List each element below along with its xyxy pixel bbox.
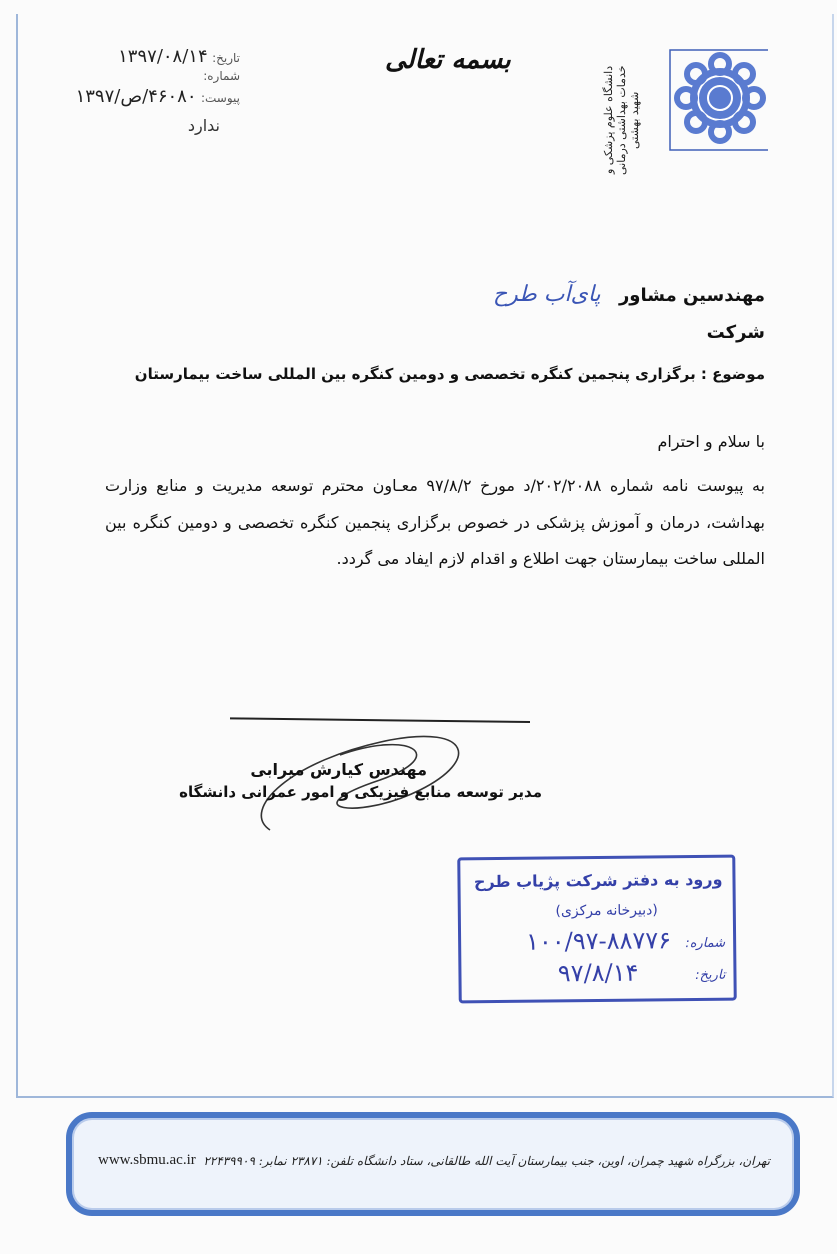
date-value: ۱۳۹۷/۰۸/۱۴ [118,46,208,67]
recipient-handwritten-name: پای‌آب طرح [492,282,601,307]
attachment-value: ندارد [187,116,220,135]
stamp-line2: (دبیرخانه مرکزی) [555,902,658,920]
stamp-number-label: شماره: [685,935,726,952]
receipt-stamp [457,855,737,1004]
attachment-row [76,86,240,107]
university-logo [602,46,768,186]
number-row [203,68,240,84]
university-name: دانشگاه علوم پزشکی و خدمات بهداشتی درمانی شهید بهشتی [602,65,641,175]
letterhead-footer [66,1112,800,1216]
letter-body: به پیوست نامه شماره ۲۰۲/۲۰۸۸/د مورخ ۹۷/۸/۲ معـاون محترم توسعه مدیریت و منابع وزارت بهداشت، درمان و آموزش پزشکی در خصوص برگزاری پنجمین کنگره تخصصی و دومین کنگره بین المللی ساخت بیمارستان جهت اطلاع و اقدام لازم ایفاد می گردد. [105,476,765,568]
date-label: تاریخ: [212,51,240,65]
recipient-company: شرکت [706,322,765,343]
basmala: بسمه تعالی [385,45,511,75]
greeting: با سلام و احترام [657,432,765,451]
recipient-title: مهندسین مشاور [618,285,765,306]
subject-line: موضوع : برگزاری پنجمین کنگره تخصصی و دومین کنگره بین المللی ساخت بیمارستان [134,365,765,383]
stamp-date-label: تاریخ: [695,967,726,983]
stamp-line1: ورود به دفتر شرکت پژیاب طرح [473,869,723,892]
number-label: شماره: [203,69,240,83]
stamp-number-value: ۱۰۰/۹۷-۸۸۷۷۶ [525,926,672,956]
footer-website: www.sbmu.ac.ir [98,1152,196,1168]
attachment-label: پیوست: [200,91,240,105]
recipient-line [493,282,765,307]
footer-address: تهران، بزرگراه شهید چمران، اوین، جنب بیمارستان آیت الله طالقانی، ستاد دانشگاه تلفن: ۲۳۸۷۱ نمابر: ۲۲۴۳۹۹۰۹ [203,1154,770,1168]
date-row [118,46,240,67]
stamp-date-value: ۹۷/۸/۱۴ [557,958,639,988]
number-value: ۴۶۰۸۰/ص/۱۳۹۷ [75,86,197,107]
signatory-title: مدیر توسعه منابع فیزیکی و امور عمرانی دانشگاه [179,783,542,801]
signatory-name: مهندس کیارش میرابی [250,760,427,779]
